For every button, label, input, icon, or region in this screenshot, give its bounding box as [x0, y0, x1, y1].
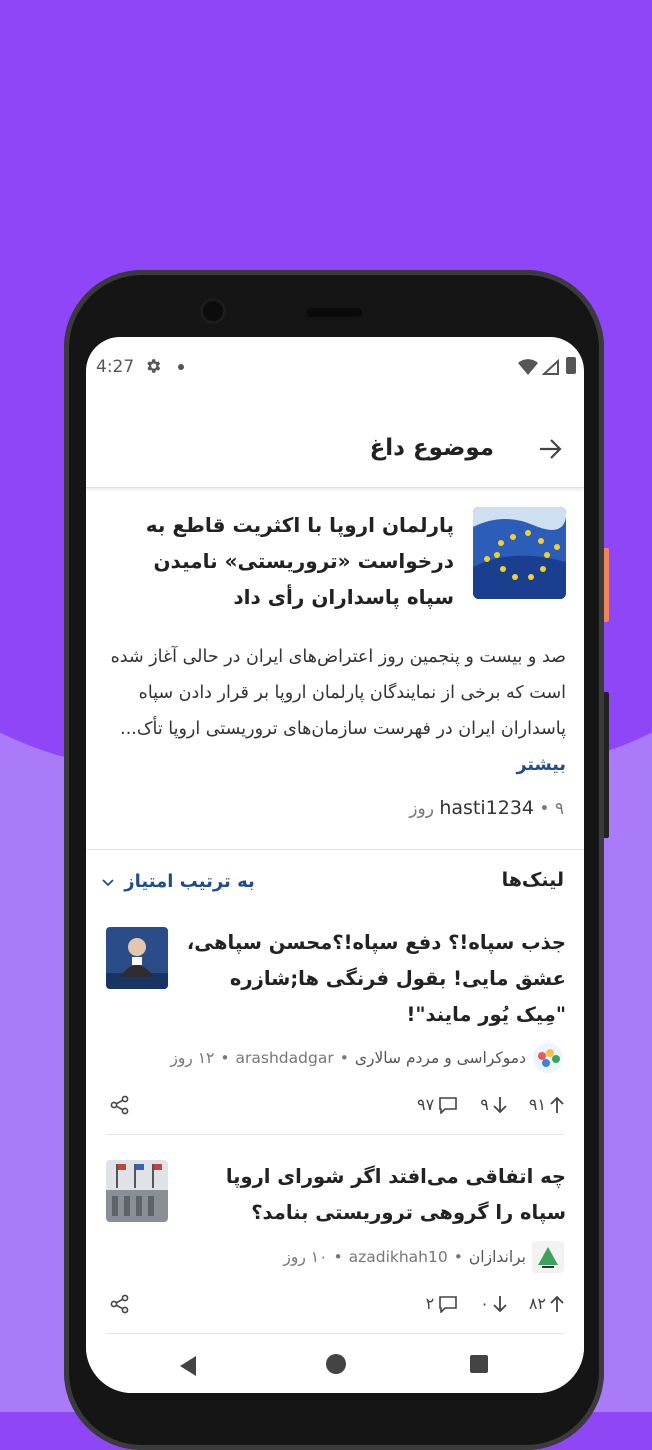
comment-icon: [438, 1295, 458, 1313]
vote-counts: [417, 1095, 564, 1114]
eu-flag-image: [473, 507, 566, 599]
source-icon: [532, 1241, 564, 1273]
featured-meta: [409, 797, 564, 819]
upvote-button[interactable]: [529, 1294, 564, 1313]
meta-separator: •: [539, 799, 550, 819]
status-time: 4:27: [96, 357, 135, 377]
comments-button[interactable]: [417, 1095, 458, 1114]
meta-separator: •: [220, 1049, 230, 1067]
arrow-up-icon: [550, 1295, 564, 1313]
read-more-link[interactable]: بیشتر: [516, 755, 566, 775]
arrow-down-icon: [493, 1295, 507, 1313]
link-meta: [170, 1042, 564, 1074]
back-arrow-icon[interactable]: [538, 438, 562, 460]
link-age: ۱۲ روز: [170, 1049, 215, 1067]
comments-count: ۹۷: [417, 1095, 435, 1114]
comments-count: ۲: [425, 1294, 435, 1313]
app-bar: [86, 397, 584, 488]
link-source[interactable]: دموکراسی و مردم سالاری: [354, 1049, 526, 1067]
arrow-down-icon: [493, 1096, 507, 1114]
nav-home-icon[interactable]: [326, 1354, 346, 1374]
comments-button[interactable]: [426, 1294, 459, 1313]
page-title: موضوع داغ: [369, 435, 494, 461]
link-username[interactable]: arashdadgar: [235, 1049, 334, 1067]
link-username[interactable]: azadikhah10: [348, 1248, 448, 1266]
sort-label: به ترتیب امتیاز: [124, 871, 255, 892]
link-thumbnail[interactable]: [106, 1160, 168, 1222]
link-source[interactable]: براندازان: [468, 1248, 526, 1266]
signal-icon: [542, 359, 560, 375]
upvotes-count: ۹۱: [528, 1095, 546, 1114]
section-divider: [86, 849, 584, 850]
featured-age: ۹ روز: [409, 799, 564, 819]
link-title[interactable]: جذب سپاه!؟ دفع سپاه!؟محسن سپاهی، عشق مایی! بقول فرنگی ها;شازره "مِیک یُور مایند"!: [186, 931, 566, 1026]
share-icon[interactable]: [110, 1294, 130, 1314]
link-thumbnail[interactable]: [106, 927, 168, 989]
meta-separator: •: [453, 1248, 463, 1266]
featured-title[interactable]: پارلمان اروپا با اکثریت قاطع به درخواست «تروریستی» نامیدن سپاه پاسداران رأی داد: [145, 513, 454, 609]
share-icon[interactable]: [110, 1095, 130, 1115]
meta-separator: •: [333, 1248, 343, 1266]
featured-body: [106, 639, 566, 783]
featured-body-text: صد و بیست و پنجمین روز اعتراض‌های ایران در حالی آغاز شده است که برخی از نمایندگان پارلمان اروپا بر قرار دادن سپاه پاسداران ایران در فهرست سازمان‌های تروریستی اروپا تأک...: [110, 647, 566, 739]
link-title[interactable]: چه اتفاقی می‌افتد اگر شورای اروپا سپاه را گروهی تروریستی بنامد؟: [225, 1165, 566, 1224]
source-icon: [532, 1042, 564, 1074]
downvote-button[interactable]: [480, 1294, 507, 1313]
upvote-button[interactable]: [529, 1095, 564, 1114]
comment-icon: [438, 1096, 458, 1114]
link-actions: [106, 1292, 564, 1320]
news-anchor-image: [106, 927, 168, 989]
featured-username[interactable]: hasti1234: [439, 797, 535, 819]
phone-screen: [86, 337, 584, 1393]
nav-back-icon[interactable]: [178, 1355, 198, 1377]
nav-recents-icon[interactable]: [470, 1355, 488, 1373]
upvotes-count: ۸۲: [528, 1294, 546, 1313]
earpiece-speaker: [306, 308, 362, 317]
link-age: ۱۰ روز: [283, 1248, 328, 1266]
link-actions: [106, 1093, 564, 1121]
meta-separator: •: [339, 1049, 349, 1067]
downvotes-count: ۰: [480, 1294, 489, 1313]
status-bar: [86, 337, 584, 397]
chevron-down-icon: [102, 879, 114, 887]
notification-dot-icon: [178, 364, 184, 370]
gear-icon: [144, 357, 162, 375]
front-camera: [200, 298, 226, 324]
sort-dropdown[interactable]: [102, 871, 255, 892]
downvotes-count: ۹: [480, 1095, 489, 1114]
battery-icon: [566, 357, 576, 374]
link-divider: [106, 1134, 564, 1135]
featured-thumbnail[interactable]: [473, 507, 566, 599]
vote-counts: [426, 1294, 564, 1313]
wifi-icon: [518, 359, 538, 375]
link-meta: [283, 1241, 564, 1273]
council-building-image: [106, 1160, 168, 1222]
links-heading: لینک‌ها: [501, 869, 564, 891]
link-divider: [106, 1333, 564, 1334]
arrow-up-icon: [550, 1096, 564, 1114]
downvote-button[interactable]: [480, 1095, 507, 1114]
system-navigation-bar: [86, 1337, 584, 1393]
